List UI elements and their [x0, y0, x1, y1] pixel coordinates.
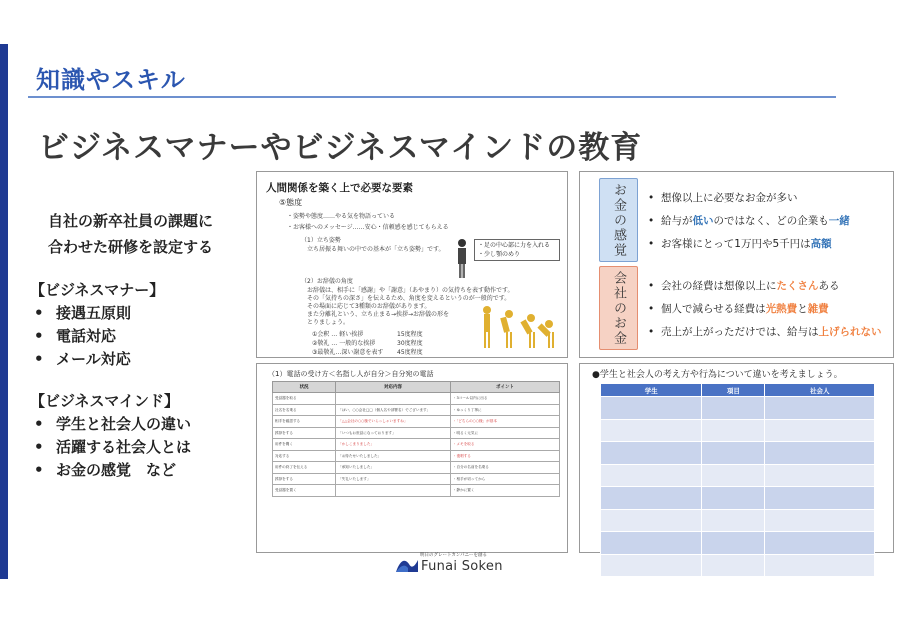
accent-side-bar: [0, 44, 8, 579]
table-cell[interactable]: [601, 442, 702, 465]
table-row: [273, 462, 560, 474]
list-item: • お金の感覚 など: [30, 459, 250, 482]
company-money-list: [648, 275, 882, 344]
company-logo: [395, 552, 523, 576]
posture-callout: [474, 239, 560, 261]
table-header: 項目: [702, 384, 765, 397]
text-line: （2）お辞儀の角度: [301, 278, 353, 285]
bow-degree: 30度程度: [397, 340, 423, 347]
text-line: 立ち居振る舞いの中での基本が「立ち姿勢」です。: [307, 246, 445, 253]
logo-tagline: 明日のグレートカンパニーを創る: [420, 553, 488, 558]
table-cell: 用件を聞く: [273, 439, 336, 451]
panel-heading: ●学生と社会人の考え方や行為について違いを考えましょう。: [592, 370, 843, 380]
table-cell: 用件の終了を伝える: [273, 462, 336, 474]
phone-handling-table: [272, 381, 560, 497]
table-cell: ・「どちらの○○様」が基本: [450, 416, 559, 428]
list-item: [648, 321, 882, 344]
table-cell: [336, 393, 451, 405]
list-item: [648, 210, 850, 233]
list-item: • メール対応: [30, 348, 250, 371]
table-header: 学生: [601, 384, 702, 397]
item-text: 売上が上がっただけでは、給与は: [661, 326, 819, 338]
bow-type: ①会釈 … 軽い挨拶: [312, 331, 364, 338]
table-cell[interactable]: [601, 397, 702, 420]
item-text: 個人で減らせる経費は: [661, 303, 766, 315]
table-cell: 挨拶をする: [273, 427, 336, 439]
text-line: お辞儀は、相手に「感謝」や「謝意」（あやまり）の気持ちを表す動作です。: [307, 287, 514, 294]
text-line: ・姿勢や態度……やる気を物語っている: [287, 213, 396, 220]
highlight-text: 一緒: [828, 215, 850, 227]
comparison-worksheet-panel: [579, 363, 894, 553]
table-cell: ・相手が切ってから: [450, 473, 559, 485]
table-cell[interactable]: [601, 419, 702, 442]
table-cell[interactable]: [702, 442, 765, 465]
table-cell[interactable]: [765, 554, 875, 577]
table-cell[interactable]: [601, 532, 702, 555]
mind-heading: 【ビジネスマインド】: [30, 392, 179, 410]
table-cell[interactable]: [765, 442, 875, 465]
list-item: • 学生と社会人の違い: [30, 413, 250, 436]
table-cell[interactable]: [702, 397, 765, 420]
manners-list: [30, 302, 250, 371]
item-text: 給与が: [661, 215, 693, 227]
table-cell: 社名を名乗る: [273, 404, 336, 416]
list-item: • 接遇五原則: [30, 302, 250, 325]
table-cell[interactable]: [702, 487, 765, 510]
table-row: [273, 450, 560, 462]
table-cell: 「承知いたしました」: [336, 462, 451, 474]
item-text: のではなく、どの企業も: [713, 215, 829, 227]
list-item: [648, 298, 882, 321]
money-sense-label: お金の感覚: [599, 178, 638, 262]
title-divider: [28, 96, 836, 98]
table-cell: 「失礼いたします」: [336, 473, 451, 485]
item-text: お客様にとって1万円や5千円は: [661, 238, 811, 250]
highlight-text: 低い: [692, 215, 714, 227]
logo-wordmark: Funai Soken: [421, 559, 503, 574]
item-text: ある: [818, 280, 840, 292]
bow-type: ③最敬礼…深い謝意を表す: [312, 349, 384, 356]
table-cell: ・ゆっくり丁寧に: [450, 404, 559, 416]
table-cell: ・3コール以内に出る: [450, 393, 559, 405]
slide-title: ビジネスマナーやビジネスマインドの教育: [38, 130, 643, 166]
table-cell: 「はい、○○会社□□（個人名や部署名）でございます」: [336, 404, 451, 416]
item-text: 想像以上に必要なお金が多い: [661, 192, 798, 204]
bowing-figures-icon: [479, 304, 559, 352]
table-cell: 受話器を取る: [273, 393, 336, 405]
comparison-table: [600, 383, 875, 577]
intro-line: 合わせた研修を設定する: [48, 238, 214, 256]
item-text: と: [797, 303, 808, 315]
table-row: [273, 485, 560, 497]
list-item: • 活躍する社会人とは: [30, 436, 250, 459]
table-row: [601, 442, 875, 465]
list-item: [648, 233, 850, 256]
mind-list: [30, 413, 250, 482]
table-cell: 受話器を置く: [273, 485, 336, 497]
table-cell[interactable]: [765, 532, 875, 555]
table-cell: 「かしこまりました」: [336, 439, 451, 451]
highlight-text: たくさん: [776, 280, 819, 292]
table-cell: 対応する: [273, 450, 336, 462]
table-header: 社会人: [765, 384, 875, 397]
table-header: ポイント: [450, 382, 559, 393]
text-line: （1）立ち姿勢: [301, 237, 341, 244]
table-cell[interactable]: [702, 464, 765, 487]
table-cell: 「△△会社の○○様でいらっしゃいますね」: [336, 416, 451, 428]
bow-degree: 45度程度: [397, 349, 423, 356]
table-cell[interactable]: [601, 554, 702, 577]
highlight-text: 雑費: [807, 303, 829, 315]
highlight-text: 上げられない: [818, 326, 882, 338]
panel-subheading: ⑤態度: [279, 198, 303, 207]
table-cell: ・復唱する: [450, 450, 559, 462]
list-item: [648, 275, 882, 298]
table-cell[interactable]: [765, 509, 875, 532]
intro-line: 自社の新卒社員の課題に: [48, 212, 214, 230]
table-row: [273, 416, 560, 428]
callout-line: ・足の中心部に力を入れる: [478, 242, 551, 249]
company-money-label: 会社のお金: [599, 266, 638, 350]
table-cell[interactable]: [601, 464, 702, 487]
table-cell[interactable]: [702, 532, 765, 555]
table-cell: [336, 485, 451, 497]
phone-handling-panel: [256, 363, 568, 553]
attitude-document-panel: [256, 171, 568, 358]
text-line: その場面に応じて3種類のお辞儀があります。: [307, 303, 431, 310]
table-cell[interactable]: [601, 487, 702, 510]
text-line: また分離礼という、立ち止まる→挨拶→お辞儀の形を: [307, 311, 450, 318]
table-cell[interactable]: [765, 397, 875, 420]
item-text: 会社の経費は想像以上に: [661, 280, 777, 292]
intro-text: [30, 208, 250, 260]
table-row: [273, 393, 560, 405]
text-line: その「気持ちの深さ」を伝えるため、角度を変えるというのが一般的です。: [307, 295, 511, 302]
table-row: [273, 473, 560, 485]
table-cell[interactable]: [765, 419, 875, 442]
text-line: とりましょう。: [307, 319, 350, 326]
table-row: [601, 554, 875, 577]
list-item: • 電話対応: [30, 325, 250, 348]
table-cell: 「いつもお世話になっております」: [336, 427, 451, 439]
table-cell: ・自分の名前を名乗る: [450, 462, 559, 474]
table-row: [273, 439, 560, 451]
table-row: [273, 404, 560, 416]
panel-heading: 人間関係を築く上で必要な要素: [266, 182, 413, 194]
table-cell[interactable]: [702, 509, 765, 532]
table-row: [601, 397, 875, 420]
left-column: [30, 208, 250, 482]
table-cell[interactable]: [601, 509, 702, 532]
table-header: 状況: [273, 382, 336, 393]
table-cell[interactable]: [702, 554, 765, 577]
manners-heading: 【ビジネスマナー】: [30, 281, 165, 299]
table-row: [601, 532, 875, 555]
table-header: 対応内容: [336, 382, 451, 393]
standing-figure-icon: [455, 238, 469, 280]
table-cell[interactable]: [765, 464, 875, 487]
table-row: [601, 419, 875, 442]
section-title: 知識やスキル: [36, 66, 186, 94]
table-row: [601, 509, 875, 532]
callout-line: ・少し顎のめり: [478, 251, 521, 258]
table-cell[interactable]: [702, 419, 765, 442]
table-row: [601, 487, 875, 510]
bow-type: ②敬礼 … 一般的な挨拶: [312, 340, 376, 347]
table-cell: ・静かに置く: [450, 485, 559, 497]
highlight-text: 高額: [810, 238, 832, 250]
table-cell: 「お待たせいたしました」: [336, 450, 451, 462]
table-cell: ・メモを取る: [450, 439, 559, 451]
table-cell[interactable]: [765, 487, 875, 510]
list-item: [648, 187, 850, 210]
table-row: [273, 427, 560, 439]
table-cell: 挨拶をする: [273, 473, 336, 485]
table-row: [601, 464, 875, 487]
text-line: ・お客様へのメッセージ……安心・信頼感を感じてもらえる: [287, 224, 449, 231]
table-cell: ・明るく元気に: [450, 427, 559, 439]
panel-heading: （1）電話の受け方＜名指し人が自分＞自分宛の電話: [268, 370, 434, 378]
highlight-text: 光熱費: [765, 303, 798, 315]
money-sense-list: [648, 187, 850, 256]
wave-logo-icon: [395, 554, 419, 574]
bow-degree: 15度程度: [397, 331, 423, 338]
table-cell: 相手を確認する: [273, 416, 336, 428]
